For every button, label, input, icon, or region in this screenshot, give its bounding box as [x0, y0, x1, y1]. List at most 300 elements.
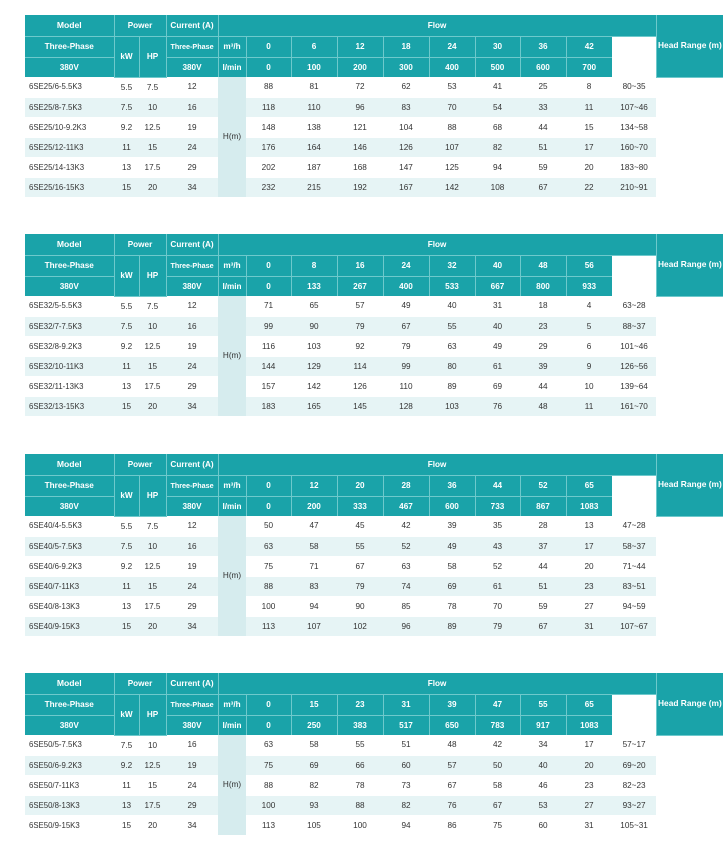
table-row: [25, 157, 723, 177]
head-value: 232: [246, 177, 291, 197]
flow-m3h-value: 32: [429, 255, 475, 276]
head-value: 40: [475, 316, 520, 336]
flow-m3h-value: 0: [246, 475, 291, 496]
table-row: [25, 795, 723, 815]
head-value: 23: [520, 316, 566, 336]
head-value: 47: [291, 516, 337, 536]
flow-lmin-value: 133: [291, 276, 337, 296]
power-hp: 17.5: [139, 795, 166, 815]
power-hp: 15: [139, 576, 166, 596]
header-three-phase: Three-Phase: [25, 475, 114, 496]
head-value: 164: [291, 137, 337, 157]
flow-m3h-value: 6: [291, 36, 337, 57]
model-name: 6SE25/12-11K3: [25, 137, 114, 157]
power-kw: 7.5: [114, 316, 139, 336]
header-flow: Flow: [218, 673, 656, 694]
head-range-value: 80~35: [612, 77, 656, 97]
head-value: 96: [337, 97, 383, 117]
power-hp: 15: [139, 356, 166, 376]
model-name: 6SE25/6-5.5K3: [25, 77, 114, 97]
head-value: 165: [291, 396, 337, 416]
head-value: 88: [246, 77, 291, 97]
performance-table-3: [25, 454, 723, 637]
current-value: 12: [166, 516, 218, 536]
header-head-range: Head Range (m): [656, 673, 723, 735]
model-name: 6SE50/9-15K3: [25, 815, 114, 835]
head-value: 93: [291, 795, 337, 815]
head-value: 126: [383, 137, 429, 157]
header-voltage-current: 380V: [166, 276, 218, 296]
header-power: Power: [114, 234, 166, 255]
model-name: 6SE40/9-15K3: [25, 616, 114, 636]
head-value: 15: [566, 117, 612, 137]
power-kw: 15: [114, 396, 139, 416]
head-value: 103: [429, 396, 475, 416]
flow-m3h-value: 48: [520, 255, 566, 276]
table-row: [25, 296, 723, 316]
head-value: 79: [383, 336, 429, 356]
header-flow-unit-lmin: l/min: [218, 57, 246, 77]
table-row: [25, 137, 723, 157]
header-power: Power: [114, 454, 166, 475]
power-hp: 20: [139, 616, 166, 636]
head-value: 147: [383, 157, 429, 177]
flow-lmin-value: 733: [475, 496, 520, 516]
head-value: 89: [429, 616, 475, 636]
flow-m3h-value: 31: [383, 694, 429, 715]
head-value: 113: [246, 815, 291, 835]
head-value: 66: [337, 755, 383, 775]
header-hp: HP: [139, 255, 166, 296]
flow-lmin-value: 267: [337, 276, 383, 296]
head-value: 51: [520, 137, 566, 157]
head-value: 67: [383, 316, 429, 336]
head-value: 17: [566, 137, 612, 157]
head-value: 90: [337, 596, 383, 616]
head-value: 94: [291, 596, 337, 616]
header-voltage-current: 380V: [166, 715, 218, 735]
head-value: 17: [566, 536, 612, 556]
flow-lmin-value: 650: [429, 715, 475, 735]
table-row: [25, 396, 723, 416]
header-hp: HP: [139, 475, 166, 516]
flow-lmin-value: 0: [246, 496, 291, 516]
power-kw: 13: [114, 376, 139, 396]
header-power: Power: [114, 673, 166, 694]
head-value: 94: [383, 815, 429, 835]
head-value: 70: [429, 97, 475, 117]
head-value: 69: [291, 755, 337, 775]
head-value: 65: [291, 296, 337, 316]
head-value: 88: [337, 795, 383, 815]
head-value: 52: [383, 536, 429, 556]
head-value: 70: [475, 596, 520, 616]
power-kw: 5.5: [114, 296, 139, 316]
head-value: 50: [246, 516, 291, 536]
model-name: 6SE25/8-7.5K3: [25, 97, 114, 117]
model-name: 6SE32/13-15K3: [25, 396, 114, 416]
head-value: 145: [337, 396, 383, 416]
current-value: 16: [166, 97, 218, 117]
table-row: [25, 376, 723, 396]
head-value: 183: [246, 396, 291, 416]
power-kw: 13: [114, 157, 139, 177]
head-value: 157: [246, 376, 291, 396]
head-value: 41: [475, 77, 520, 97]
head-value: 187: [291, 157, 337, 177]
table-row: [25, 77, 723, 97]
flow-m3h-value: 12: [337, 36, 383, 57]
header-kw: kW: [114, 255, 139, 296]
header-head-range: Head Range (m): [656, 15, 723, 77]
head-value: 88: [246, 576, 291, 596]
power-hp: 15: [139, 775, 166, 795]
head-value: 75: [475, 815, 520, 835]
model-name: 6SE25/14-13K3: [25, 157, 114, 177]
head-value: 58: [475, 775, 520, 795]
head-value: 105: [291, 815, 337, 835]
head-value: 67: [429, 775, 475, 795]
head-value: 82: [383, 795, 429, 815]
head-value: 114: [337, 356, 383, 376]
head-value: 146: [337, 137, 383, 157]
header-model: Model: [25, 454, 114, 475]
head-value: 57: [337, 296, 383, 316]
header-three-phase-current: Three-Phase: [166, 694, 218, 715]
table-row: [25, 556, 723, 576]
head-value: 75: [246, 556, 291, 576]
head-range-value: 63~28: [612, 296, 656, 316]
head-value: 25: [520, 77, 566, 97]
power-hp: 12.5: [139, 755, 166, 775]
header-current: Current (A): [166, 673, 218, 694]
head-range-value: 47~28: [612, 516, 656, 536]
table-row: [25, 97, 723, 117]
head-range-value: 69~20: [612, 755, 656, 775]
head-value: 52: [475, 556, 520, 576]
head-value: 27: [566, 596, 612, 616]
head-value: 102: [337, 616, 383, 636]
flow-m3h-value: 24: [429, 36, 475, 57]
flow-m3h-value: 55: [520, 694, 566, 715]
model-name: 6SE40/4-5.5K3: [25, 516, 114, 536]
model-name: 6SE32/7-7.5K3: [25, 316, 114, 336]
head-value: 45: [337, 516, 383, 536]
head-value: 86: [429, 815, 475, 835]
head-value: 62: [383, 77, 429, 97]
head-range-value: 107~46: [612, 97, 656, 117]
current-value: 24: [166, 137, 218, 157]
current-value: 29: [166, 795, 218, 815]
flow-lmin-value: 800: [520, 276, 566, 296]
head-value: 90: [291, 316, 337, 336]
flow-m3h-value: 24: [383, 255, 429, 276]
flow-m3h-value: 52: [520, 475, 566, 496]
header-current: Current (A): [166, 454, 218, 475]
current-value: 24: [166, 356, 218, 376]
flow-m3h-value: 44: [475, 475, 520, 496]
head-value: 192: [337, 177, 383, 197]
current-value: 12: [166, 77, 218, 97]
head-value: 121: [337, 117, 383, 137]
flow-m3h-value: 56: [566, 255, 612, 276]
head-value: 78: [429, 596, 475, 616]
head-value: 29: [520, 336, 566, 356]
power-hp: 10: [139, 536, 166, 556]
header-flow: Flow: [218, 15, 656, 36]
model-name: 6SE32/8-9.2K3: [25, 336, 114, 356]
power-hp: 7.5: [139, 77, 166, 97]
power-kw: 11: [114, 576, 139, 596]
head-value: 116: [246, 336, 291, 356]
power-kw: 7.5: [114, 735, 139, 755]
header-voltage: 380V: [25, 57, 114, 77]
head-value: 31: [475, 296, 520, 316]
head-value: 51: [520, 576, 566, 596]
head-value: 76: [429, 795, 475, 815]
head-value: 89: [429, 376, 475, 396]
head-unit-label: H(m): [218, 77, 246, 197]
head-value: 23: [566, 576, 612, 596]
current-value: 34: [166, 396, 218, 416]
head-value: 104: [383, 117, 429, 137]
head-value: 110: [291, 97, 337, 117]
head-value: 39: [520, 356, 566, 376]
head-value: 142: [291, 376, 337, 396]
head-value: 8: [566, 77, 612, 97]
head-value: 67: [475, 795, 520, 815]
head-value: 82: [475, 137, 520, 157]
head-value: 35: [475, 516, 520, 536]
head-value: 63: [383, 556, 429, 576]
head-value: 88: [429, 117, 475, 137]
flow-lmin-value: 533: [429, 276, 475, 296]
table-row: [25, 356, 723, 376]
head-unit-label: H(m): [218, 735, 246, 835]
table-row: [25, 616, 723, 636]
head-value: 9: [566, 356, 612, 376]
head-value: 72: [337, 77, 383, 97]
head-range-value: 94~59: [612, 596, 656, 616]
power-kw: 5.5: [114, 77, 139, 97]
model-name: 6SE32/10-11K3: [25, 356, 114, 376]
head-value: 148: [246, 117, 291, 137]
flow-m3h-value: 18: [383, 36, 429, 57]
table-row: [25, 316, 723, 336]
header-kw: kW: [114, 36, 139, 77]
head-value: 46: [520, 775, 566, 795]
power-hp: 17.5: [139, 376, 166, 396]
head-value: 33: [520, 97, 566, 117]
flow-m3h-value: 0: [246, 36, 291, 57]
head-value: 37: [520, 536, 566, 556]
head-range-value: 160~70: [612, 137, 656, 157]
head-value: 58: [291, 735, 337, 755]
power-hp: 7.5: [139, 516, 166, 536]
model-name: 6SE40/6-9.2K3: [25, 556, 114, 576]
head-value: 17: [566, 735, 612, 755]
flow-m3h-value: 28: [383, 475, 429, 496]
header-voltage: 380V: [25, 496, 114, 516]
flow-lmin-value: 200: [337, 57, 383, 77]
head-value: 110: [383, 376, 429, 396]
head-value: 71: [291, 556, 337, 576]
head-value: 63: [429, 336, 475, 356]
head-range-value: 58~37: [612, 536, 656, 556]
head-value: 75: [246, 755, 291, 775]
flow-m3h-value: 0: [246, 255, 291, 276]
head-value: 54: [475, 97, 520, 117]
head-value: 4: [566, 296, 612, 316]
flow-m3h-value: 65: [566, 475, 612, 496]
power-hp: 12.5: [139, 556, 166, 576]
performance-table-4: [25, 673, 723, 836]
head-value: 48: [520, 396, 566, 416]
power-kw: 7.5: [114, 536, 139, 556]
flow-lmin-value: 1083: [566, 496, 612, 516]
current-value: 24: [166, 576, 218, 596]
head-value: 40: [520, 755, 566, 775]
head-value: 60: [520, 815, 566, 835]
header-hp: HP: [139, 694, 166, 735]
power-kw: 9.2: [114, 556, 139, 576]
model-name: 6SE32/11-13K3: [25, 376, 114, 396]
flow-lmin-value: 933: [566, 276, 612, 296]
power-kw: 11: [114, 775, 139, 795]
power-kw: 9.2: [114, 117, 139, 137]
power-hp: 10: [139, 735, 166, 755]
model-name: 6SE25/16-15K3: [25, 177, 114, 197]
head-range-value: 88~37: [612, 316, 656, 336]
head-value: 58: [429, 556, 475, 576]
head-value: 71: [246, 296, 291, 316]
head-value: 129: [291, 356, 337, 376]
flow-lmin-value: 400: [383, 276, 429, 296]
flow-lmin-value: 700: [566, 57, 612, 77]
current-value: 19: [166, 556, 218, 576]
head-value: 49: [383, 296, 429, 316]
table-row: [25, 815, 723, 835]
flow-m3h-value: 16: [337, 255, 383, 276]
head-range-value: 210~91: [612, 177, 656, 197]
flow-lmin-value: 400: [429, 57, 475, 77]
head-value: 79: [337, 576, 383, 596]
model-name: 6SE40/5-7.5K3: [25, 536, 114, 556]
power-hp: 20: [139, 815, 166, 835]
head-value: 103: [291, 336, 337, 356]
power-hp: 12.5: [139, 117, 166, 137]
current-value: 34: [166, 815, 218, 835]
head-value: 100: [246, 596, 291, 616]
head-value: 83: [383, 97, 429, 117]
header-flow-unit-lmin: l/min: [218, 715, 246, 735]
head-range-value: 105~31: [612, 815, 656, 835]
head-value: 39: [429, 516, 475, 536]
head-value: 10: [566, 376, 612, 396]
head-value: 53: [520, 795, 566, 815]
power-hp: 17.5: [139, 157, 166, 177]
flow-m3h-value: 23: [337, 694, 383, 715]
head-value: 55: [337, 735, 383, 755]
head-range-value: 161~70: [612, 396, 656, 416]
flow-m3h-value: 15: [291, 694, 337, 715]
head-value: 44: [520, 117, 566, 137]
head-value: 113: [246, 616, 291, 636]
header-voltage: 380V: [25, 715, 114, 735]
head-value: 68: [475, 117, 520, 137]
header-three-phase: Three-Phase: [25, 36, 114, 57]
head-value: 85: [383, 596, 429, 616]
head-value: 88: [246, 775, 291, 795]
flow-lmin-value: 333: [337, 496, 383, 516]
power-kw: 9.2: [114, 336, 139, 356]
head-value: 59: [520, 596, 566, 616]
head-value: 61: [475, 356, 520, 376]
head-value: 78: [337, 775, 383, 795]
head-range-value: 139~64: [612, 376, 656, 396]
flow-lmin-value: 200: [291, 496, 337, 516]
current-value: 16: [166, 316, 218, 336]
table-row: [25, 735, 723, 755]
head-value: 55: [337, 536, 383, 556]
head-range-value: 83~51: [612, 576, 656, 596]
head-unit-label: H(m): [218, 296, 246, 416]
header-current: Current (A): [166, 15, 218, 36]
power-kw: 9.2: [114, 755, 139, 775]
model-name: 6SE50/7-11K3: [25, 775, 114, 795]
flow-m3h-value: 12: [291, 475, 337, 496]
head-value: 79: [337, 316, 383, 336]
head-value: 20: [566, 157, 612, 177]
head-value: 69: [475, 376, 520, 396]
head-value: 92: [337, 336, 383, 356]
head-value: 20: [566, 755, 612, 775]
head-value: 76: [475, 396, 520, 416]
flow-lmin-value: 0: [246, 276, 291, 296]
head-value: 60: [383, 755, 429, 775]
table-row: [25, 336, 723, 356]
model-name: 6SE40/7-11K3: [25, 576, 114, 596]
head-value: 49: [429, 536, 475, 556]
flow-lmin-value: 867: [520, 496, 566, 516]
head-range-value: 71~44: [612, 556, 656, 576]
head-value: 99: [246, 316, 291, 336]
head-value: 144: [246, 356, 291, 376]
table-row: [25, 516, 723, 536]
head-range-value: 82~23: [612, 775, 656, 795]
header-current: Current (A): [166, 234, 218, 255]
header-head-range: Head Range (m): [656, 234, 723, 296]
head-value: 27: [566, 795, 612, 815]
head-value: 79: [475, 616, 520, 636]
head-value: 107: [429, 137, 475, 157]
power-kw: 7.5: [114, 97, 139, 117]
head-value: 59: [520, 157, 566, 177]
head-unit-label: H(m): [218, 516, 246, 636]
header-three-phase-current: Three-Phase: [166, 475, 218, 496]
model-name: 6SE25/10-9.2K3: [25, 117, 114, 137]
head-value: 100: [246, 795, 291, 815]
table-row: [25, 576, 723, 596]
head-value: 61: [475, 576, 520, 596]
head-value: 6: [566, 336, 612, 356]
header-flow-unit-lmin: l/min: [218, 496, 246, 516]
head-value: 108: [475, 177, 520, 197]
header-hp: HP: [139, 36, 166, 77]
head-value: 11: [566, 97, 612, 117]
power-kw: 15: [114, 177, 139, 197]
table-row: [25, 596, 723, 616]
